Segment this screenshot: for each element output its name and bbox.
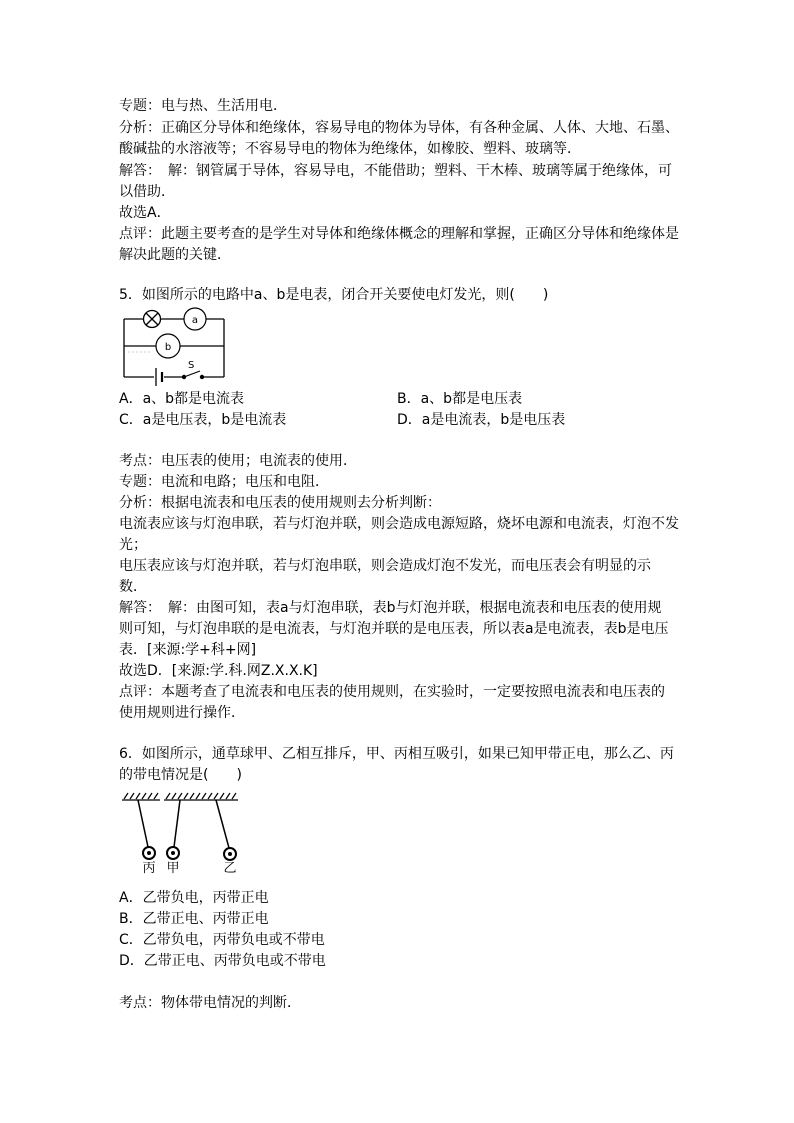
q5-comment-1: 点评：本题考查了电流表和电压表的使用规则，在实验时，一定要按照电流表和电压表的 [119, 684, 665, 700]
q4-comment-1: 点评：此题主要考查的是学生对导体和绝缘体概念的理解和掌握，正确区分导体和绝缘体是 [119, 226, 679, 242]
q5-analysis-2: 电流表应该与灯泡串联，若与灯泡并联，则会造成电源短路，烧坏电源和电流表，灯泡不发 [119, 516, 679, 532]
ball-jia-label: 甲 [166, 861, 180, 876]
q6-stem-2: 的带电情况是( ) [119, 767, 242, 783]
q4-answer-1: 解答： 解：钢管属于导体，容易导电，不能借助；塑料、干木棒、玻璃等属于绝缘体，可 [119, 163, 672, 179]
battery-icon [156, 368, 162, 386]
ball-bing-label: 丙 [142, 861, 156, 876]
q6-option-b: B．乙带正电、丙带正电 [119, 911, 269, 927]
q6-option-a: A．乙带负电，丙带正电 [119, 890, 269, 906]
q6-exam-point: 考点：物体带电情况的判断． [119, 995, 301, 1011]
q4-topic: 专题：电与热、生活用电． [119, 98, 287, 114]
q6-option-d: D．乙带正电、丙带负电或不带电 [119, 953, 326, 969]
ball-bing-icon [143, 847, 155, 859]
q4-analysis-1: 分析：正确区分导体和绝缘体，容易导电的物体为导体，有各种金属、人体、大地、石墨、 [119, 120, 679, 136]
q5-option-c: C．a是电压表，b是电流表 [119, 412, 287, 428]
ball-jia-icon [167, 847, 179, 859]
q5-stem: 5．如图所示的电路中a、b是电表，闭合开关要使电灯发光，则( ) [119, 287, 549, 303]
meter-b-label: b [164, 342, 172, 353]
q5-answer-1: 解答： 解：由图可知，表a与灯泡串联，表b与灯泡并联，根据电流表和电压表的使用规 [119, 600, 662, 616]
q5-option-d: D．a是电流表，b是电压表 [397, 412, 566, 428]
q5-answer-3: 表．[来源:学+科+网] [119, 642, 257, 658]
q5-comment-2: 使用规则进行操作． [119, 705, 245, 721]
ball-yi-icon [224, 848, 236, 860]
ball-yi-label: 乙 [223, 861, 237, 876]
switch-label: S [188, 360, 195, 371]
q5-analysis-1: 分析：根据电流表和电压表的使用规则去分析判断： [119, 495, 441, 511]
q6-option-c: C．乙带负电，丙带负电或不带电 [119, 932, 325, 948]
q6-stem-1: 6．如图所示，通草球甲、乙相互排斥，甲、丙相互吸引，如果已知甲带正电，那么乙、丙 [119, 746, 674, 762]
ceiling-icon [122, 793, 238, 800]
q5-circuit-diagram [120, 305, 230, 387]
q5-analysis-5: 数． [119, 579, 147, 595]
switch-icon [182, 371, 203, 379]
q5-option-b: B．a、b都是电压表 [397, 391, 523, 407]
q5-analysis-3: 光； [119, 537, 147, 553]
q5-topic: 专题：电流和电路；电压和电阻． [119, 474, 329, 490]
q4-answer-2: 以借助． [119, 184, 175, 200]
q6-pith-ball-diagram [120, 790, 240, 876]
meter-a-label: a [191, 315, 199, 326]
lamp-icon [144, 311, 161, 328]
q4-choice: 故选A． [119, 205, 171, 221]
q5-choice: 故选D．[来源:学.科.网Z.X.X.K] [119, 663, 318, 679]
q5-exam-point: 考点：电压表的使用；电流表的使用． [119, 453, 357, 469]
q4-comment-2: 解决此题的关键． [119, 247, 231, 263]
q5-option-a: A．a、b都是电流表 [119, 391, 245, 407]
q5-answer-2: 则可知，与灯泡串联的是电流表，与灯泡并联的是电压表，所以表a是电流表，表b是电压 [119, 621, 669, 637]
q4-analysis-2: 酸碱盐的水溶液等；不容易导电的物体为绝缘体，如橡胶、塑料、玻璃等． [119, 141, 581, 157]
q5-analysis-4: 电压表应该与灯泡并联，若与灯泡串联，则会造成灯泡不发光，而电压表会有明显的示 [119, 558, 651, 574]
